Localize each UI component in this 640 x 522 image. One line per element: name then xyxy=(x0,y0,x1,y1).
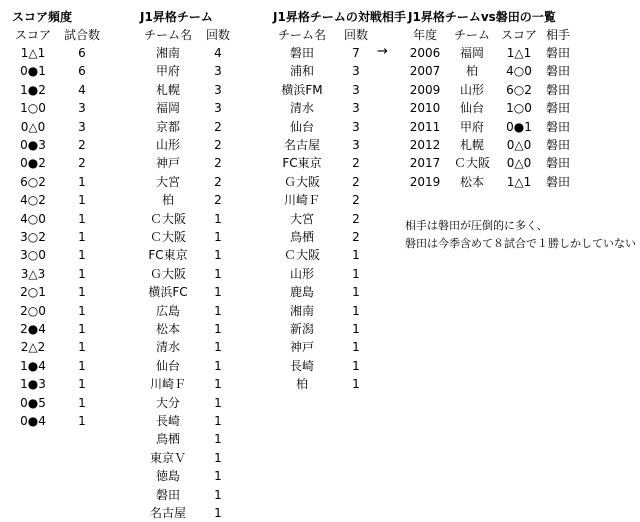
table-row-cell-0: 3○0 xyxy=(20,248,46,263)
table-row xyxy=(0,99,640,117)
table-row-cell-0: 札幌 xyxy=(155,82,180,97)
table-row-cell-0: 0△0 xyxy=(20,119,46,134)
table-row-cell-0: 湘南 xyxy=(155,46,180,60)
opponents-title: J1昇格チームの対戦相手 xyxy=(273,10,406,24)
table-row-cell-3: 磐田 xyxy=(545,46,570,60)
table-row-cell-0: 2011 xyxy=(409,119,441,134)
table-row-cell-1: 3 xyxy=(214,82,222,97)
table-row xyxy=(0,81,640,99)
table-row-cell-0: 0●4 xyxy=(20,414,46,428)
table-row-cell-1: 1 xyxy=(214,506,222,520)
table-row-cell-1: 1 xyxy=(214,340,222,355)
table-row-cell-1: 1 xyxy=(352,303,360,318)
table-row-cell-2: 4○0 xyxy=(506,64,532,79)
table-row-cell-0: 神戸 xyxy=(155,156,180,171)
table-row-cell-1: 1 xyxy=(352,322,360,336)
table-row-cell-1: 6 xyxy=(78,46,86,60)
table-row-cell-1: 1 xyxy=(352,248,360,263)
table-row xyxy=(0,62,640,80)
table-row-cell-1: 1 xyxy=(214,469,222,484)
table-row-cell-1: 3 xyxy=(352,82,360,97)
table-row-cell-1: 1 xyxy=(214,266,222,281)
table-row-cell-1: 1 xyxy=(214,230,222,244)
table-row-cell-1: 2 xyxy=(214,138,222,152)
table-row-cell-1: 3 xyxy=(352,138,360,152)
table-row-cell-0: 山形 xyxy=(155,138,180,152)
table-header-cell-1: 回数 xyxy=(343,28,368,42)
table-row-cell-1: 3 xyxy=(78,101,86,116)
table-row xyxy=(0,486,640,504)
table-row xyxy=(0,136,640,154)
table-row-cell-0: 2010 xyxy=(409,101,441,116)
vs-iwata-title: J1昇格チームvs磐田の一覧 xyxy=(408,10,556,24)
table-row-cell-0: 東京Ｖ xyxy=(149,450,186,465)
table-row-cell-1: 1 xyxy=(78,395,86,410)
table-row-cell-1: 3 xyxy=(352,64,360,79)
table-row-cell-1: 1 xyxy=(352,358,360,373)
table-row-cell-1: 2 xyxy=(352,211,360,226)
table-row xyxy=(0,320,640,338)
table-row-cell-0: Ｃ大阪 xyxy=(283,248,320,263)
table-row-cell-0: 鹿島 xyxy=(289,285,314,300)
table-row-cell-0: 山形 xyxy=(289,266,314,281)
table-row-cell-0: 柏 xyxy=(295,377,308,392)
table-row-cell-0: 清水 xyxy=(155,340,180,355)
table-row-cell-1: 1 xyxy=(352,377,360,392)
table-row-cell-1: 2 xyxy=(78,156,86,171)
table-row-cell-1: 4 xyxy=(78,82,86,97)
table-row-cell-0: 浦和 xyxy=(289,64,314,79)
table-row-cell-2: 1△1 xyxy=(506,174,532,189)
table-row-cell-0: 0●2 xyxy=(20,156,46,171)
table-row-cell-1: 1 xyxy=(78,211,86,226)
table-row-cell-1: 2 xyxy=(214,156,222,171)
table-row-cell-0: 2○0 xyxy=(20,303,46,318)
table-row xyxy=(0,118,640,136)
table-row-cell-1: 1 xyxy=(214,377,222,392)
table-row-cell-0: 4○0 xyxy=(20,211,46,226)
table-row-cell-0: 大宮 xyxy=(155,174,180,189)
table-row-cell-0: 2●4 xyxy=(20,322,46,336)
table-row-cell-1: 2 xyxy=(352,156,360,171)
table-row-cell-0: 2○1 xyxy=(20,285,46,300)
table-row-cell-0: 1●2 xyxy=(20,82,46,97)
table-row-cell-1: 3 xyxy=(78,119,86,134)
table-row-cell-0: 神戸 xyxy=(289,340,314,355)
table-row-cell-0: Ｇ大阪 xyxy=(149,266,186,281)
table-row xyxy=(0,449,640,467)
table-row xyxy=(0,357,640,375)
table-row-cell-1: 1 xyxy=(214,285,222,300)
table-row-cell-1: 1 xyxy=(214,395,222,410)
table-header xyxy=(0,26,640,44)
table-row-cell-1: 1 xyxy=(214,487,222,502)
table-row-cell-0: 3○2 xyxy=(20,230,46,244)
table-row xyxy=(0,265,640,283)
table-row-cell-2: 6○2 xyxy=(506,82,532,97)
table-row-cell-1: 3 xyxy=(214,101,222,116)
table-row-cell-2: 1△1 xyxy=(506,46,532,60)
table-row-cell-0: Ｇ大阪 xyxy=(283,174,320,189)
table-row-cell-3: 磐田 xyxy=(545,64,570,79)
table-row-cell-1: 2 xyxy=(352,193,360,208)
table-row-cell-1: 7 xyxy=(352,46,360,60)
table-row-cell-0: 鳥栖 xyxy=(155,432,180,447)
table-row-cell-0: 松本 xyxy=(155,322,180,336)
table-row-cell-0: 清水 xyxy=(289,101,314,116)
table-header-cell-1: 試合数 xyxy=(63,28,100,42)
table-row-cell-0: 2012 xyxy=(409,138,441,152)
table-row-cell-3: 磐田 xyxy=(545,101,570,116)
table-row-cell-0: FC東京 xyxy=(148,248,188,263)
table-row-cell-0: 仙台 xyxy=(155,358,180,373)
table-row-cell-1: 1 xyxy=(352,266,360,281)
table-row-cell-1: 1 xyxy=(214,322,222,336)
table-row-cell-1: 1 xyxy=(78,322,86,336)
table-row-cell-0: 柏 xyxy=(161,193,174,208)
table-row-cell-0: 川崎Ｆ xyxy=(283,193,320,208)
table-row-cell-1: 2 xyxy=(214,174,222,189)
table-row xyxy=(0,504,640,522)
table-row xyxy=(0,173,640,191)
table-row-cell-0: 1●4 xyxy=(20,358,46,373)
table-row-cell-1: 1 xyxy=(78,358,86,373)
table-row-cell-3: 磐田 xyxy=(545,174,570,189)
table-row-cell-1: 福岡 xyxy=(459,46,484,60)
table-row-cell-1: 仙台 xyxy=(459,101,484,116)
table-row-cell-1: 1 xyxy=(78,193,86,208)
table-row-cell-0: 2017 xyxy=(409,156,441,171)
table-row-cell-0: 2006 xyxy=(409,46,441,60)
table-row-cell-0: 大宮 xyxy=(289,211,314,226)
table-row-cell-1: 2 xyxy=(214,119,222,134)
table-row-cell-0: Ｃ大阪 xyxy=(149,230,186,244)
table-row xyxy=(0,154,640,172)
table-row-cell-1: 1 xyxy=(214,211,222,226)
table-row-cell-1: 1 xyxy=(214,432,222,447)
table-row xyxy=(0,302,640,320)
table-row-cell-1: 柏 xyxy=(465,64,478,79)
table-row-cell-1: 札幌 xyxy=(459,138,484,152)
note-line-2: 磐田は今季含めて８試合で１勝しかしていない xyxy=(405,237,636,250)
table-row-cell-0: Ｃ大阪 xyxy=(149,211,186,226)
table-row-cell-3: 磐田 xyxy=(545,156,570,171)
table-row-cell-1: 1 xyxy=(78,266,86,281)
table-row-cell-0: 徳島 xyxy=(155,469,180,484)
table-row-cell-1: 2 xyxy=(214,193,222,208)
table-row-cell-3: 磐田 xyxy=(545,82,570,97)
table-row-cell-1: 3 xyxy=(352,101,360,116)
table-row-cell-0: 1△1 xyxy=(20,46,46,60)
table-row-cell-1: 1 xyxy=(214,450,222,465)
table-row-cell-1: 1 xyxy=(214,414,222,428)
table-row-cell-1: 1 xyxy=(78,303,86,318)
table-row-cell-1: 甲府 xyxy=(459,119,484,134)
table-row-cell-1: 2 xyxy=(352,174,360,189)
table-row-cell-1: 4 xyxy=(214,46,222,60)
table-row-cell-0: 長崎 xyxy=(155,414,180,428)
table-row-cell-1: 1 xyxy=(214,358,222,373)
table-row-cell-0: 長崎 xyxy=(289,358,314,373)
table-row-cell-1: 1 xyxy=(78,248,86,263)
table-row xyxy=(0,44,640,62)
table-row-cell-0: 名古屋 xyxy=(149,506,186,520)
table-row-cell-0: 6○2 xyxy=(20,174,46,189)
promoted-teams-title: J1昇格チーム xyxy=(140,10,213,24)
table-row-cell-0: 名古屋 xyxy=(283,138,320,152)
table-row-cell-0: 磐田 xyxy=(155,487,180,502)
table-row-cell-0: 横浜FM xyxy=(281,82,323,97)
table-row xyxy=(0,430,640,448)
table-row xyxy=(0,191,640,209)
table-row-cell-0: 横浜FC xyxy=(148,285,188,300)
table-header-cell-0: スコア xyxy=(14,28,51,42)
table-header-cell-2: スコア xyxy=(500,28,537,42)
table-row-cell-1: 2 xyxy=(352,230,360,244)
note-line-1: 相手は磐田が圧倒的に多く、 xyxy=(405,219,548,232)
table-row xyxy=(0,467,640,485)
table-row-cell-1: Ｃ大阪 xyxy=(453,156,490,171)
table-row-cell-0: 川崎Ｆ xyxy=(149,377,186,392)
table-row-cell-0: 2△2 xyxy=(20,340,46,355)
table-row-cell-1: 1 xyxy=(78,340,86,355)
table-row-cell-0: 1●3 xyxy=(20,377,46,392)
table-row-cell-3: 磐田 xyxy=(545,119,570,134)
table-row-cell-1: 松本 xyxy=(459,174,484,189)
table-row-cell-0: 0●5 xyxy=(20,395,46,410)
table-row-cell-2: 0△0 xyxy=(506,138,532,152)
table-row-cell-0: 1○0 xyxy=(20,101,46,116)
table-row-cell-0: 0●3 xyxy=(20,138,46,152)
table-row-cell-0: 磐田 xyxy=(289,46,314,60)
table-row-cell-0: FC東京 xyxy=(282,156,322,171)
table-row-cell-0: 2019 xyxy=(409,174,441,189)
table-header-cell-0: 年度 xyxy=(412,28,437,42)
table-row-cell-0: 新潟 xyxy=(289,322,314,336)
table-row-cell-1: 1 xyxy=(78,414,86,428)
table-row-cell-1: 1 xyxy=(78,230,86,244)
table-row-cell-1: 1 xyxy=(78,285,86,300)
table-row-cell-0: 京都 xyxy=(155,119,180,134)
table-row-cell-0: 福岡 xyxy=(155,101,180,116)
table-row-cell-0: 大分 xyxy=(155,395,180,410)
table-row-cell-1: 6 xyxy=(78,64,86,79)
table-row xyxy=(0,338,640,356)
table-row-cell-1: 3 xyxy=(352,119,360,134)
table-row-cell-0: 2009 xyxy=(409,82,441,97)
table-row-cell-2: 0●1 xyxy=(506,119,532,134)
table-row xyxy=(0,412,640,430)
table-header-cell-1: チーム xyxy=(453,28,490,42)
table-row-cell-1: 1 xyxy=(78,377,86,392)
table-row-cell-0: 4○2 xyxy=(20,193,46,208)
table-row-cell-0: 2007 xyxy=(409,64,441,79)
table-row-cell-0: 0●1 xyxy=(20,64,46,79)
table-row-cell-2: 1○0 xyxy=(506,101,532,116)
table-row-cell-3: 磐田 xyxy=(545,138,570,152)
table-row-cell-1: 1 xyxy=(214,303,222,318)
table-row-cell-0: 広島 xyxy=(155,303,180,318)
table-row xyxy=(0,375,640,393)
table-header-cell-0: チーム名 xyxy=(277,28,326,42)
table-row-cell-0: 鳥栖 xyxy=(289,230,314,244)
table-row-cell-0: 湘南 xyxy=(289,303,314,318)
table-row-cell-1: 3 xyxy=(214,64,222,79)
table-row xyxy=(0,283,640,301)
table-row-cell-1: 1 xyxy=(352,285,360,300)
score-freq-title: スコア頻度 xyxy=(12,10,73,24)
table-row-cell-1: 1 xyxy=(78,174,86,189)
table-row-cell-1: 2 xyxy=(78,138,86,152)
table-row-cell-0: 仙台 xyxy=(289,119,314,134)
table-row-cell-1: 山形 xyxy=(459,82,484,97)
arrow-glyph: → xyxy=(377,44,388,59)
table-row-cell-0: 3△3 xyxy=(20,266,46,281)
table-header-cell-0: チーム名 xyxy=(143,28,192,42)
table-row-cell-1: 1 xyxy=(352,340,360,355)
table-header-cell-1: 回数 xyxy=(205,28,230,42)
table-header-cell-3: 相手 xyxy=(545,28,570,42)
table-row xyxy=(0,394,640,412)
table-row-cell-1: 1 xyxy=(214,248,222,263)
table-row-cell-2: 0△0 xyxy=(506,156,532,171)
table-row-cell-0: 甲府 xyxy=(155,64,180,79)
